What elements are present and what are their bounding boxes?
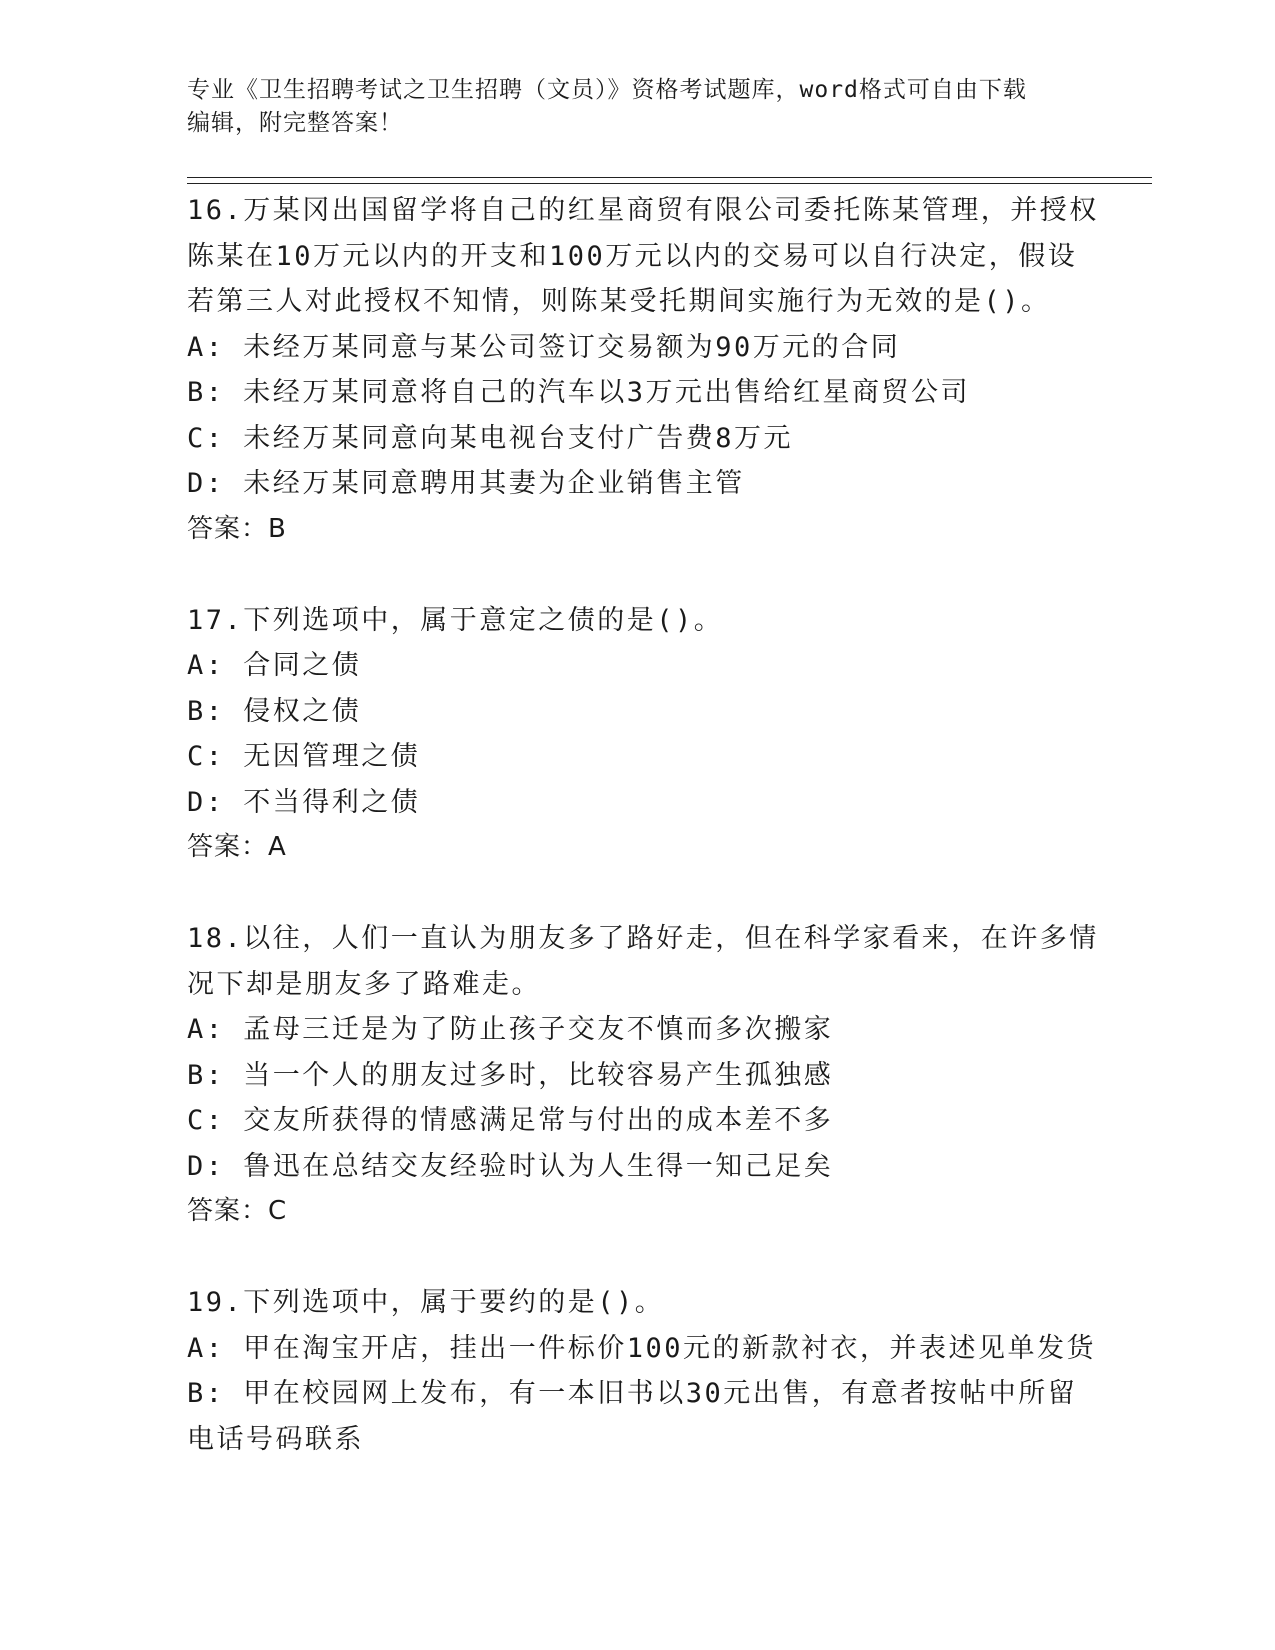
spacer: [187, 871, 1087, 917]
question-stem-line: 况下却是朋友多了路难走。: [187, 968, 541, 1000]
header-line-1: 专业《卫生招聘考试之卫生招聘（文员）》资格考试题库，word格式可自由下载: [187, 77, 1027, 103]
question-list: [187, 188, 1099, 1462]
spacer: [187, 552, 1087, 598]
header-divider-bottom: [187, 183, 1152, 184]
question-stem-line: 16.万某冈出国留学将自己的红星商贸有限公司委托陈某管理，并授权: [187, 195, 1099, 226]
answer: 答案：B: [187, 513, 287, 544]
option-a: A: 合同之债: [187, 650, 362, 681]
option-c: C: 交友所获得的情感满足常与付出的成本差不多: [187, 1105, 834, 1136]
question-stem-line: 若第三人对此授权不知情，则陈某受托期间实施行为无效的是()。: [187, 286, 1051, 317]
header-divider-top: [187, 177, 1152, 178]
header-line-2: 编辑，附完整答案！: [187, 110, 403, 136]
answer: 答案：C: [187, 1196, 288, 1226]
question-stem-line: 18.以往，人们一直认为朋友多了路好走，但在科学家看来，在许多情: [187, 923, 1099, 954]
option-c: C: 无因管理之债: [187, 741, 421, 772]
option-b: B: 当一个人的朋友过多时，比较容易产生孤独感: [187, 1059, 834, 1091]
option-d: D: 不当得利之债: [187, 786, 421, 818]
option-b-continued: 电话号码联系: [187, 1423, 364, 1455]
option-b: B: 未经万某同意将自己的汽车以3万元出售给红星商贸公司: [187, 377, 971, 408]
option-a: A: 未经万某同意与某公司签订交易额为90万元的合同: [187, 331, 901, 363]
question-16: [187, 188, 1099, 598]
question-stem-line: 陈某在10万元以内的开支和100万元以内的交易可以自行决定，假设: [187, 240, 1078, 272]
option-d: D: 未经万某同意聘用其妻为企业销售主管: [187, 468, 745, 499]
option-b: B: 侵权之债: [187, 695, 362, 727]
question-stem-line: 17.下列选项中，属于意定之债的是()。: [187, 604, 724, 636]
question-17: [187, 598, 1087, 917]
option-c: C: 未经万某同意向某电视台支付广告费8万元: [187, 422, 794, 454]
question-19: [187, 1280, 1097, 1462]
option-d: D: 鲁迅在总结交友经验时认为人生得一知己足矣: [187, 1150, 834, 1182]
option-a: A: 孟母三迁是为了防止孩子交友不慎而多次搬家: [187, 1014, 834, 1045]
question-stem-line: 19.下列选项中，属于要约的是()。: [187, 1287, 665, 1318]
spacer: [187, 1235, 1087, 1281]
question-18: [187, 916, 1099, 1280]
answer: 答案：A: [187, 832, 287, 862]
document-header: [187, 74, 1087, 140]
option-a: A: 甲在淘宝开店，挂出一件标价100元的新款衬衣，并表述见单发货: [187, 1332, 1097, 1364]
option-b: B: 甲在校园网上发布，有一本旧书以30元出售，有意者按帖中所留: [187, 1378, 1078, 1409]
